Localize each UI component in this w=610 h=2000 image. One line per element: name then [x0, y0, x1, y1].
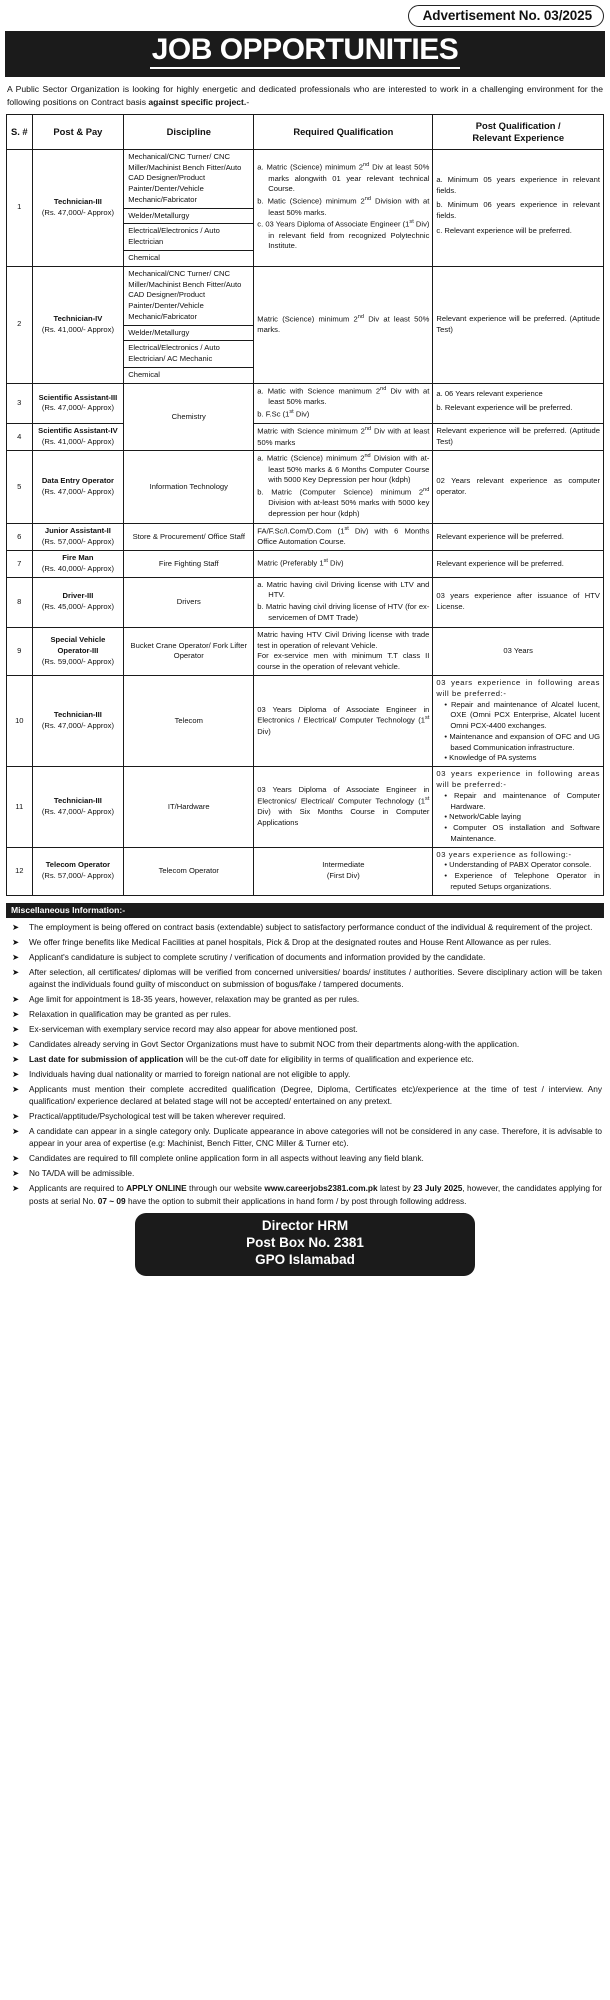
experience-text: Relevant experience will be preferred. (Aptitude Test)	[436, 313, 600, 334]
cell-serial-number: 8	[7, 577, 33, 627]
qualification-item: b. Matric having civil driving license of HTV (for ex-servicemen of DMT Trade)	[257, 602, 430, 623]
discipline-subrow	[124, 368, 253, 383]
qualification-text: Matric (Science) minimum 2nd Div at least 50% marks.	[257, 313, 430, 335]
misc-text: After selection, all certificates/ diplomas will be verified from concerned universities/ boards/ institutes / authorities. Severe disciplinary action will be taken against the individuals found guilty of misconduct on submission of bogus/fake / tampered documents.	[29, 966, 602, 990]
qualification-text: 03 Years Diploma of Associate Engineer in Electronics / Electrical/ Computer Technology (1st Div)	[257, 704, 430, 736]
discipline-subrow	[124, 250, 253, 265]
miscellaneous-heading-text: Miscellaneous Information:-	[11, 904, 126, 915]
discipline-item: Electrical/Electronics / Auto Electrician	[124, 224, 253, 251]
miscellaneous-item	[8, 1182, 602, 1207]
qualification-item: b. F.Sc (1st Div)	[257, 408, 310, 419]
qualification-list	[257, 162, 429, 252]
qualification-text: Matric (Preferably 1st Div)	[257, 558, 344, 568]
discipline-text: Telecom Operator	[158, 865, 219, 875]
miscellaneous-item	[8, 1152, 602, 1164]
address-line-director: Director HRM	[261, 1218, 349, 1234]
cell-discipline	[124, 847, 254, 895]
qualification-line: (First Div)	[326, 871, 360, 881]
intro-tail: -	[246, 96, 250, 107]
miscellaneous-item	[8, 1083, 602, 1108]
cell-post-qualification	[433, 383, 604, 423]
qualification-list	[257, 386, 429, 420]
jobs-table-body	[7, 149, 604, 895]
misc-text: Applicant's candidature is subject to complete scrutiny / verification of documents and information provided by the candidate.	[29, 951, 486, 962]
cell-serial-number: 3	[7, 383, 33, 423]
misc-text: Last date for submission of application will be the cut-off date for eligibility in terms of qualification and experience etc.	[29, 1053, 474, 1064]
post-pay: (Rs. 47,000/- Approx)	[41, 207, 114, 217]
experience-bullet: • Understanding of PABX Operator console.	[444, 860, 600, 871]
cell-serial-number: 5	[7, 451, 33, 524]
discipline-subrow	[124, 341, 253, 368]
qualification-item: a. Matic with Science manimum 2nd Div with at least 50% marks.	[257, 385, 430, 407]
experience-bullets	[436, 700, 600, 765]
qualification-item: a. Matric (Science) minimum 2nd Division with at-least 50% marks & 6 Months Computer Course with 5000 Key Depression per hour (kdph)	[257, 453, 430, 485]
cell-required-qualification	[254, 577, 433, 627]
post-title: Technician-III	[53, 196, 102, 206]
experience-intro: 03 years experience as following:-	[436, 849, 572, 859]
cell-post-qualification	[433, 551, 604, 578]
jobs-table	[6, 114, 604, 896]
post-title: Junior Assistant-II	[44, 526, 111, 536]
experience-bullets	[436, 860, 600, 892]
cell-discipline	[124, 627, 254, 675]
qualification-text: FA/F.Sc/I.Com/D.Com (1st Div) with 6 Months Office Automation Course.	[257, 526, 430, 547]
qualification-item: a. Matric having civil Driving license with LTV and HTV.	[257, 579, 430, 600]
cell-required-qualification	[254, 266, 433, 383]
table-header-row	[7, 115, 604, 150]
post-title: Data Entry Operator	[41, 476, 114, 486]
arrow-bullet-icon: ➤	[12, 936, 20, 947]
col-post-qualification-line2: Relevant Experience	[472, 131, 565, 143]
experience-bullet: • Maintenance and expansion of OFC and UG based Communication infrastructure.	[444, 732, 600, 754]
cell-required-qualification	[254, 627, 433, 675]
misc-text: A candidate can appear in a single category only. Duplicate appearance in above categories will not be considered in any case. Therefore, it is advisable to appear in your area of expertise (e.g: Machinist, Bench Fitter, CNC Miller & Turner etc).	[29, 1125, 602, 1149]
post-title: Scientific Assistant-IV	[38, 426, 118, 436]
discipline-item: Welder/Metallurgy	[124, 325, 253, 341]
cell-post-qualification	[433, 577, 604, 627]
post-pay: (Rs. 41,000/- Approx)	[41, 324, 114, 334]
cell-required-qualification	[254, 424, 433, 451]
discipline-item: Mechanical/CNC Turner/ CNC Miller/Machinist Bench Fitter/Auto CAD Designer/Product Painter/Denter/Vehicle Mechanic/Fabricator	[124, 150, 253, 208]
cell-post-qualification	[433, 424, 604, 451]
experience-bullet: • Repair and maintenance of Alcatel lucent, OXE (Omni PCX Enterprise, Alcatel lucent Omni PCX-4400 exchanges.	[444, 700, 600, 732]
misc-text: Candidates already serving in Govt Sector Organizations must have to submit NOC from their departments along-with the application.	[29, 1038, 520, 1049]
cell-serial-number: 2	[7, 266, 33, 383]
discipline-subtable	[124, 267, 253, 383]
experience-text: Relevant experience will be preferred.	[436, 531, 564, 541]
table-row	[7, 577, 604, 627]
cell-discipline	[124, 524, 254, 551]
post-pay: (Rs. 59,000/- Approx)	[41, 656, 114, 666]
discipline-item: Electrical/Electronics / Auto Electrician/ AC Mechanic	[124, 341, 253, 368]
arrow-bullet-icon: ➤	[12, 1183, 20, 1194]
cell-post-qualification	[433, 627, 604, 675]
cell-discipline	[124, 383, 254, 451]
arrow-bullet-icon: ➤	[12, 1068, 20, 1079]
miscellaneous-item	[8, 1023, 602, 1035]
cell-serial-number: 11	[7, 767, 33, 847]
post-pay: (Rs. 57,000/- Approx)	[41, 537, 114, 547]
qualification-item: b. Matric (Computer Science) minimum 2nd Division with at-least 50% marks with 5000 key depression per hour (kdph)	[257, 487, 430, 519]
col-post-qualification	[433, 115, 604, 150]
table-row	[7, 847, 604, 895]
arrow-bullet-icon: ➤	[12, 1125, 20, 1136]
discipline-subrow	[124, 208, 253, 224]
table-row	[7, 675, 604, 766]
misc-text: The employment is being offered on contract basis (extendable) subject to satisfactory performance conduct of the individual & requirement of the project.	[29, 921, 593, 932]
misc-text: Practical/apptitude/Psychological test will be taken wherever required.	[29, 1110, 286, 1121]
post-title: Telecom Operator	[45, 860, 111, 870]
qualification-line: Matric having HTV Civil Driving license with trade test in operation of relevant Vehicle.	[257, 629, 430, 650]
post-title: Scientific Assistant-III	[38, 392, 118, 402]
experience-bullet: • Network/Cable laying	[444, 812, 600, 823]
discipline-text: Fire Fighting Staff	[158, 558, 219, 568]
experience-text: 03 Years	[503, 645, 533, 655]
cell-discipline	[124, 451, 254, 524]
cell-post-pay	[32, 383, 124, 423]
post-pay: (Rs. 45,000/- Approx)	[41, 602, 114, 612]
miscellaneous-item	[8, 1068, 602, 1080]
misc-text: Applicants are required to APPLY ONLINE through our website www.careerjobs2381.com.pk latest by 23 July 2025, however, the candidates applying for posts at serial No. 07 ~ 09 have the option to submit their applications in hand form / by post through following address.	[29, 1183, 603, 1206]
cell-post-pay	[32, 149, 124, 266]
post-title: Technician-IV	[53, 313, 103, 323]
cell-post-pay	[32, 675, 124, 766]
arrow-bullet-icon: ➤	[12, 1110, 20, 1121]
cell-required-qualification	[254, 675, 433, 766]
cell-required-qualification	[254, 149, 433, 266]
jobs-table-header	[7, 115, 604, 150]
arrow-bullet-icon: ➤	[12, 1083, 20, 1094]
experience-item: b. Relevant experience will be preferred.	[436, 403, 573, 413]
cell-post-pay	[32, 847, 124, 895]
cell-post-pay	[32, 627, 124, 675]
discipline-item: Mechanical/CNC Turner/ CNC Miller/Machinist Bench Fitter/Auto CAD Designer/Product Painter/Denter/Vehicle Mechanic/Fabricator	[124, 267, 253, 325]
arrow-bullet-icon: ➤	[12, 1023, 20, 1034]
website-url: www.careerjobs2381.com.pk	[264, 1183, 378, 1194]
arrow-bullet-icon: ➤	[12, 1168, 20, 1179]
intro-paragraph	[0, 77, 610, 115]
experience-item: c. Relevant experience will be preferred.	[436, 225, 572, 235]
table-row	[7, 266, 604, 383]
miscellaneous-item	[8, 1038, 602, 1050]
arrow-bullet-icon: ➤	[12, 966, 20, 977]
cell-post-qualification	[433, 767, 604, 847]
arrow-bullet-icon: ➤	[12, 1153, 20, 1164]
discipline-text: Information Technology	[149, 481, 228, 491]
miscellaneous-list	[8, 921, 602, 1207]
post-pay: (Rs. 57,000/- Approx)	[41, 871, 114, 881]
cell-discipline	[124, 551, 254, 578]
experience-intro: 03 years experience in following areas will be preferred:-	[436, 677, 600, 698]
cell-post-qualification	[433, 524, 604, 551]
post-pay: (Rs. 47,000/- Approx)	[41, 403, 114, 413]
post-title: Technician-III	[53, 796, 102, 806]
misc-text: No TA/DA will be admissible.	[29, 1168, 135, 1179]
cell-post-pay	[32, 577, 124, 627]
cell-post-qualification	[433, 149, 604, 266]
experience-text: Relevant experience will be preferred. (Aptitude Test)	[436, 426, 600, 447]
misc-bold-lead: Last date for submission of application	[29, 1053, 184, 1064]
misc-text: Relaxation in qualification may be granted as per rules.	[29, 1008, 232, 1019]
experience-bullet: • Knowledge of PA systems	[444, 753, 600, 764]
cell-post-qualification	[433, 675, 604, 766]
cell-serial-number: 6	[7, 524, 33, 551]
experience-bullet: • Computer OS installation and Software Maintenance.	[444, 823, 600, 845]
discipline-text: IT/Hardware	[167, 801, 210, 811]
cell-required-qualification	[254, 451, 433, 524]
experience-text: Relevant experience will be preferred.	[436, 558, 564, 568]
cell-discipline	[124, 266, 254, 383]
cell-serial-number: 4	[7, 424, 33, 451]
arrow-bullet-icon: ➤	[12, 993, 20, 1004]
arrow-bullet-icon: ➤	[12, 1038, 20, 1049]
advertisement-number-row	[0, 0, 610, 30]
misc-text: Ex-serviceman with exemplary service record may also appear for above mentioned post.	[29, 1023, 358, 1034]
discipline-subrow	[124, 267, 253, 325]
arrow-bullet-icon: ➤	[12, 1008, 20, 1019]
cell-required-qualification	[254, 383, 433, 423]
cell-post-qualification	[433, 451, 604, 524]
miscellaneous-heading	[6, 903, 604, 918]
discipline-text: Drivers	[176, 596, 201, 606]
discipline-text: Store & Procurement/ Office Staff	[132, 531, 245, 541]
experience-intro: 03 years experience in following areas will be preferred:-	[436, 769, 600, 789]
arrow-bullet-icon: ➤	[12, 951, 20, 962]
experience-bullet: • Repair and maintenance of Computer Hardware.	[444, 791, 600, 813]
title-banner	[5, 31, 605, 77]
cell-required-qualification	[254, 551, 433, 578]
post-title: Special Vehicle Operator-III	[50, 635, 106, 655]
cell-post-qualification	[433, 847, 604, 895]
table-row	[7, 149, 604, 266]
address-line-city: GPO Islamabad	[255, 1251, 355, 1267]
post-pay: (Rs. 40,000/- Approx)	[41, 563, 114, 573]
miscellaneous-item	[8, 1008, 602, 1020]
deadline-date: 23 July 2025	[413, 1183, 463, 1194]
discipline-text: Telecom	[174, 715, 203, 725]
miscellaneous-item	[8, 993, 602, 1005]
col-post-pay: Post & Pay	[32, 115, 124, 150]
qualification-list	[257, 453, 429, 520]
cell-serial-number: 10	[7, 675, 33, 766]
cell-post-pay	[32, 266, 124, 383]
qualification-text: 03 Years Diploma of Associate Engineer in Electronics/ Electrical/ Computer Technology (1st Div) with Six Months Course in Computer Applications	[257, 785, 430, 827]
address-line-postbox: Post Box No. 2381	[246, 1234, 364, 1250]
experience-item: b. Minimum 06 years experience in relevant fields.	[436, 200, 600, 221]
cell-post-pay	[32, 767, 124, 847]
discipline-subrow	[124, 150, 253, 208]
arrow-bullet-icon: ➤	[12, 921, 20, 932]
post-title: Driver-III	[62, 591, 94, 601]
table-row	[7, 524, 604, 551]
discipline-subrow	[124, 325, 253, 341]
qualification-item: c. 03 Years Diploma of Associate Engineer (1st Div) in relevant field from recognized Polytechnic Institute.	[257, 219, 430, 251]
miscellaneous-item	[8, 921, 602, 933]
post-title: Technician-III	[53, 710, 102, 720]
misc-text: Applicants must mention their complete accredited qualification (Degree, Diploma, Certificates etc)/experience at the time of test / interview. Any qualification/ experience declared at belated stage will not be accepted/ entertained on any pretext.	[29, 1083, 602, 1107]
col-required-qualification: Required Qualification	[254, 115, 433, 150]
discipline-subrow	[124, 224, 253, 251]
experience-text: 03 years experience after issuance of HTV License.	[436, 591, 600, 612]
discipline-item: Welder/Metallurgy	[124, 208, 253, 224]
cell-discipline	[124, 675, 254, 766]
address-box	[135, 1213, 475, 1276]
discipline-text: Chemistry	[171, 411, 206, 421]
col-serial-number: S. #	[7, 115, 33, 150]
table-row	[7, 383, 604, 423]
cell-post-pay	[32, 551, 124, 578]
table-row	[7, 627, 604, 675]
advertisement-number-badge: Advertisement No. 03/2025	[408, 5, 604, 27]
address-wrapper	[0, 1213, 610, 1276]
col-discipline: Discipline	[124, 115, 254, 150]
miscellaneous-item	[8, 1053, 602, 1065]
page-title: JOB OPPORTUNITIES	[150, 35, 461, 69]
discipline-item: Chemical	[128, 252, 160, 262]
arrow-bullet-icon: ➤	[12, 1053, 20, 1064]
cell-serial-number: 1	[7, 149, 33, 266]
serial-range: 07 ~ 09	[97, 1195, 126, 1206]
miscellaneous-item	[8, 1167, 602, 1179]
cell-serial-number: 7	[7, 551, 33, 578]
qualification-text: Matric with Science minimum 2nd Div with at least 50% marks	[257, 426, 430, 447]
experience-text: 02 Years relevant experience as computer operator.	[436, 476, 600, 497]
table-row	[7, 424, 604, 451]
qualification-line: For ex-service men with minimum T.T class II course in the operation of relevant vehicle.	[257, 651, 430, 672]
cell-post-pay	[32, 451, 124, 524]
cell-required-qualification	[254, 524, 433, 551]
miscellaneous-item	[8, 1110, 602, 1122]
qualification-text	[257, 860, 429, 882]
miscellaneous-item	[8, 1125, 602, 1150]
cell-post-qualification	[433, 266, 604, 383]
experience-bullet: • Experience of Telephone Operator in reputed Setups organizations.	[444, 871, 600, 893]
post-pay: (Rs. 47,000/- Approx)	[41, 721, 114, 731]
post-title: Fire Man	[62, 553, 94, 563]
post-pay: (Rs. 41,000/- Approx)	[41, 437, 114, 447]
miscellaneous-item	[8, 936, 602, 948]
col-post-qualification-line1: Post Qualification /	[475, 120, 561, 132]
cell-post-pay	[32, 524, 124, 551]
cell-discipline	[124, 767, 254, 847]
cell-required-qualification	[254, 767, 433, 847]
discipline-subtable	[124, 150, 253, 266]
cell-discipline	[124, 149, 254, 266]
qualification-item: b. Matic (Science) minimum 2nd Division with at least 50% marks.	[257, 196, 430, 217]
intro-bold: against specific project.	[148, 96, 247, 107]
table-row	[7, 551, 604, 578]
discipline-text: Bucket Crane Operator/ Fork Lifter Operator	[130, 640, 248, 661]
qualification-item: a. Matric (Science) minimum 2nd Div at least 50% marks alongwith 01 year relevant technical Course.	[257, 162, 430, 194]
intro-text: A Public Sector Organization is looking for highly energetic and dedicated professionals who are interested to work in a challenging environment for the following positions on Contract basis	[7, 83, 603, 107]
cell-serial-number: 9	[7, 627, 33, 675]
cell-discipline	[124, 577, 254, 627]
misc-text: We offer fringe benefits like Medical Facilities at panel hospitals, Pick & Drop at the designated routes and House Rent Allowance as per rules.	[29, 936, 552, 947]
miscellaneous-item	[8, 966, 602, 991]
experience-item: a. 06 Years relevant experience	[436, 388, 543, 398]
post-pay: (Rs. 47,000/- Approx)	[41, 806, 114, 816]
table-row	[7, 451, 604, 524]
apply-online-label: APPLY ONLINE	[126, 1183, 187, 1194]
table-row	[7, 767, 604, 847]
cell-required-qualification	[254, 847, 433, 895]
experience-bullets	[436, 791, 600, 845]
post-pay: (Rs. 47,000/- Approx)	[41, 487, 114, 497]
qualification-line: Intermediate	[322, 860, 365, 870]
cell-serial-number: 12	[7, 847, 33, 895]
misc-text: Age limit for appointment is 18-35 years, however, relaxation may be granted as per rules.	[29, 993, 360, 1004]
qualification-list	[257, 580, 429, 624]
misc-text: Individuals having dual nationality or married to foreign national are not eligible to apply.	[29, 1068, 351, 1079]
misc-text: Candidates are required to fill complete online application form in all aspects without leaving any field blank.	[29, 1153, 424, 1164]
miscellaneous-item	[8, 951, 602, 963]
discipline-item: Chemical	[128, 370, 160, 379]
experience-item: a. Minimum 05 years experience in relevant fields.	[436, 174, 600, 195]
cell-post-pay	[32, 424, 124, 451]
